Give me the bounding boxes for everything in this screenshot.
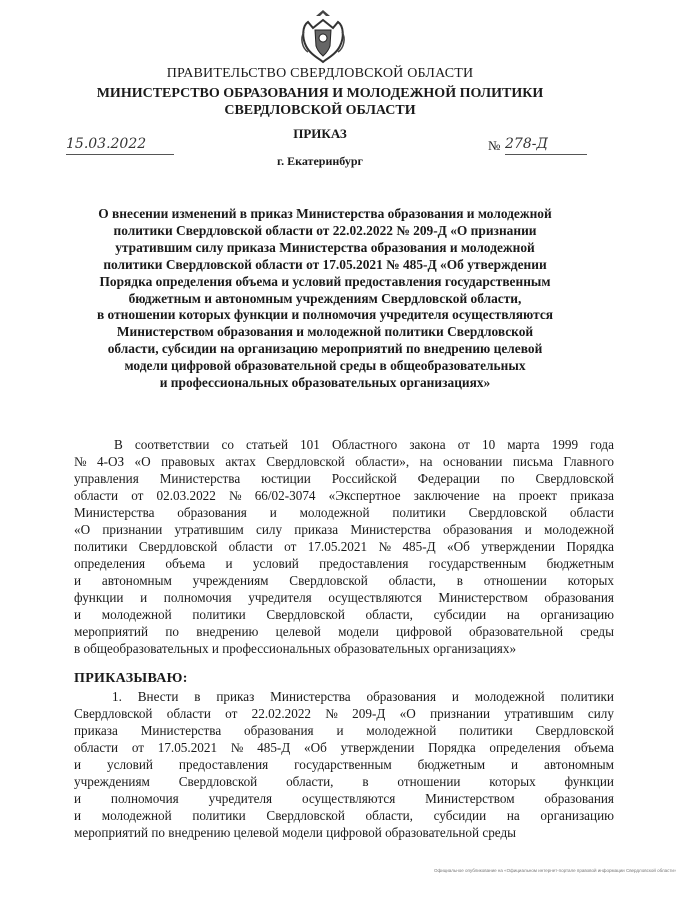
document-type: ПРИКАЗ <box>293 126 347 141</box>
clause-1-paragraph <box>74 688 614 841</box>
text-line: области от 02.03.2022 № 66/02-3074 «Экспертное заключение на проект приказа <box>74 488 614 503</box>
coat-of-arms-icon <box>300 8 346 64</box>
title-line: в отношении которых функции и полномочия учредителя осуществляются <box>96 307 554 323</box>
text-line: определения объема и условий предоставления государственным бюджетным <box>74 556 614 571</box>
text-line: и условий предоставления государственным бюджетным и автономным <box>74 757 614 772</box>
text-line: и полномочия учредителя осуществляются Министерством образования <box>74 791 614 806</box>
title-line: модели цифровой образовательной среды в общеобразовательных <box>124 358 526 374</box>
text-line: политики Свердловской области от 17.05.2021 № 485-Д «Об утверждении Порядка <box>74 539 614 554</box>
title-line: Порядка определения объема и условий предоставления государственным <box>99 273 551 289</box>
text-line: и молодежной политики Свердловской области, субсидии на организацию <box>74 808 614 823</box>
text-line: мероприятий по внедрению целевой модели цифровой образовательной среды <box>74 624 614 639</box>
title-line: политики Свердловской области от 17.05.2021 № 485-Д «Об утверждении <box>103 256 547 272</box>
text-line: управления Министерства юстиции Российской Федерации по Свердловской <box>74 471 614 486</box>
handwritten-date: 15.03.2022 <box>66 136 174 155</box>
handwritten-number: 278-Д <box>505 136 587 155</box>
title-line: О внесении изменений в приказ Министерства образования и молодежной <box>98 206 552 221</box>
text-line: приказа Министерства образования и молодежной политики Свердловской <box>74 723 614 738</box>
title-line: и профессиональных образовательных организациях» <box>159 375 491 391</box>
text-line: и автономным учреждениям Свердловской области, в отношении которых <box>74 573 614 588</box>
decree-word: ПРИКАЗЫВАЮ: <box>74 671 188 686</box>
number-label: № <box>488 138 501 153</box>
title-line: утратившим силу приказа Министерства образования и молодежной <box>115 239 535 255</box>
title-line: политики Свердловской области от 22.02.2022 № 209-Д «О признании <box>113 222 537 238</box>
text-line: и молодежной политики Свердловской области, субсидии на организацию <box>74 607 614 622</box>
city: г. Екатеринбург <box>277 154 363 168</box>
text-line: учреждениям Свердловской области, в отношении которых функции <box>74 774 614 789</box>
preamble-paragraph <box>74 436 614 657</box>
ministry-name-line2: СВЕРДЛОВСКОЙ ОБЛАСТИ <box>224 103 416 118</box>
text-line: в общеобразовательных и профессиональных образовательных организациях» <box>74 641 517 656</box>
text-line: Свердловской области от 22.02.2022 № 209-Д «О признании утратившим силу <box>74 706 614 721</box>
text-line: Министерства образования и молодежной политики Свердловской области <box>74 505 614 520</box>
text-line: мероприятий по внедрению целевой модели цифровой образовательной среды <box>74 825 517 840</box>
text-line: В соответствии со статьей 101 Областного закона от 10 марта 1999 года <box>114 437 614 452</box>
text-line: 1. Внести в приказ Министерства образования и молодежной политики <box>112 689 614 704</box>
title-line: Министерством образования и молодежной политики Свердловской <box>116 324 534 340</box>
title-line: области, субсидии на организацию мероприятий по внедрению целевой <box>107 341 543 357</box>
ministry-name-line1: МИНИСТЕРСТВО ОБРАЗОВАНИЯ И МОЛОДЕЖНОЙ ПОЛИТИКИ <box>96 86 544 101</box>
text-line: № 4-ОЗ «О правовых актах Свердловской области», на основании письма Главного <box>74 454 614 469</box>
text-line: «О признании утратившим силу приказа Министерства образования и молодежной <box>74 522 614 537</box>
text-line: области от 17.05.2021 № 485-Д «Об утверждении Порядка определения объема <box>74 740 614 755</box>
government-name: ПРАВИТЕЛЬСТВО СВЕРДЛОВСКОЙ ОБЛАСТИ <box>166 66 474 81</box>
document-title <box>60 206 590 392</box>
text-line: функции и полномочия учредителя осуществляются Министерством образования <box>74 590 614 605</box>
publication-note: Официальное опубликование на «Официальном интернет-портале правовой информации Свердловской области» <box>434 868 676 873</box>
title-line: бюджетным и автономным учреждениям Свердловской области, <box>128 290 522 306</box>
